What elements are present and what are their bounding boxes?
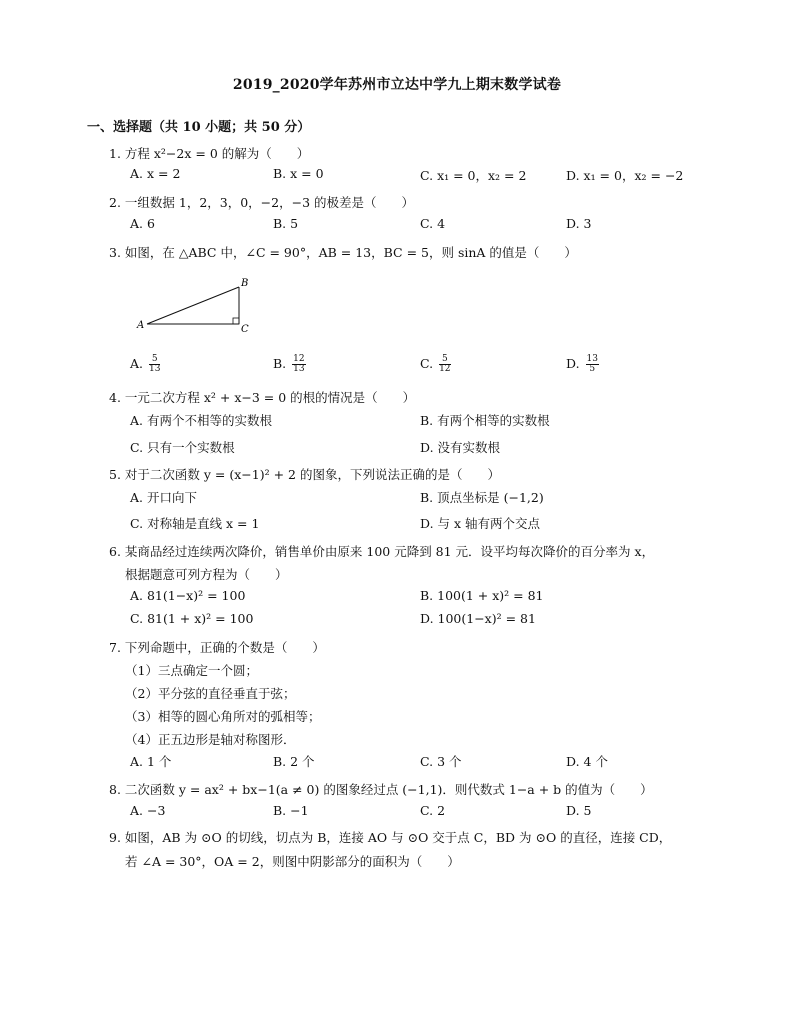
denominator: 12 bbox=[439, 364, 451, 374]
question-1-option-c: C. x₁ = 0，x₂ = 2 bbox=[420, 168, 527, 183]
option-c-prefix: C. bbox=[420, 356, 434, 371]
question-2-option-c: C. 4 bbox=[420, 216, 446, 231]
numerator: 5 bbox=[439, 355, 450, 365]
question-6-stem: 6. 某商品经过连续两次降价，销售单价由原来 100 元降到 81 元．设平均每次降价的百分率为 x， bbox=[109, 544, 655, 559]
question-7-option-d: D. 4 个 bbox=[566, 754, 608, 769]
question-4-option-a: A. 有两个不相等的实数根 bbox=[130, 413, 272, 428]
question-8-option-b: B. −1 bbox=[273, 803, 309, 818]
question-4-option-b: B. 有两个相等的实数根 bbox=[420, 413, 550, 428]
question-6-option-a: A. 81(1−x)² = 100 bbox=[130, 588, 246, 603]
question-5-stem: 5. 对于二次函数 y = (x−1)² + 2 的图象，下列说法正确的是（ ） bbox=[109, 467, 500, 482]
question-2-stem: 2. 一组数据 1，2，3，0，−2，−3 的极差是（ ） bbox=[109, 195, 415, 210]
numerator: 5 bbox=[149, 355, 160, 365]
question-8-option-a: A. −3 bbox=[130, 803, 166, 818]
exam-title: 2019_2020学年苏州市立达中学九上期末数学试卷 bbox=[232, 77, 562, 93]
denominator: 13 bbox=[149, 364, 161, 374]
section-heading: 一、选择题（共 10 小题；共 50 分） bbox=[87, 120, 311, 135]
question-8-stem: 8. 二次函数 y = ax² + bx−1(a ≠ 0) 的图象经过点 (−1,1)．则代数式 1−a + b 的值为（ ） bbox=[109, 782, 653, 797]
denominator: 5 bbox=[589, 364, 596, 374]
option-b-prefix: B. bbox=[273, 356, 287, 371]
question-6-stem-continued: 根据题意可列方程为（ ） bbox=[125, 567, 288, 582]
question-6-option-b: B. 100(1 + x)² = 81 bbox=[420, 588, 544, 603]
option-a-prefix: A. bbox=[130, 356, 144, 371]
question-7-option-c: C. 3 个 bbox=[420, 754, 462, 769]
question-6-option-d: D. 100(1−x)² = 81 bbox=[420, 611, 536, 626]
vertex-b-label: B bbox=[241, 278, 249, 289]
vertex-c-label: C bbox=[241, 324, 249, 335]
question-2-option-b: B. 5 bbox=[273, 216, 299, 231]
question-5-option-c: C. 对称轴是直线 x = 1 bbox=[130, 516, 260, 531]
question-7-option-a: A. 1 个 bbox=[130, 754, 172, 769]
question-6-option-c: C. 81(1 + x)² = 100 bbox=[130, 611, 254, 626]
numerator: 13 bbox=[586, 354, 598, 364]
question-5-option-b: B. 顶点坐标是 (−1,2) bbox=[420, 490, 544, 505]
question-3-stem: 3. 如图，在 △ABC 中，∠C = 90°，AB = 13，BC = 5，则 sinA 的值是（ ） bbox=[109, 245, 577, 260]
question-1-option-a: A. x = 2 bbox=[130, 166, 181, 181]
question-9-stem-continued: 若 ∠A = 30°，OA = 2，则图中阴影部分的面积为（ ） bbox=[125, 854, 460, 869]
question-8-option-d: D. 5 bbox=[566, 803, 592, 818]
triangle-figure bbox=[135, 277, 255, 339]
question-2-option-d: D. 3 bbox=[566, 216, 592, 231]
question-1-stem: 1. 方程 x²−2x = 0 的解为（ ） bbox=[109, 146, 310, 161]
question-5-option-d: D. 与 x 轴有两个交点 bbox=[420, 516, 541, 531]
question-7-statement-3: （3）相等的圆心角所对的弧相等； bbox=[125, 709, 321, 724]
question-7-option-b: B. 2 个 bbox=[273, 754, 315, 769]
question-4-option-d: D. 没有实数根 bbox=[420, 440, 501, 455]
question-9-stem: 9. 如图，AB 为 ⊙O 的切线，切点为 B，连接 AO 与 ⊙O 交于点 C，BD 为 ⊙O 的直径，连接 CD， bbox=[109, 830, 672, 845]
fraction bbox=[439, 355, 450, 374]
fraction bbox=[149, 355, 160, 374]
vertex-a-label: A bbox=[137, 320, 145, 331]
fraction bbox=[292, 355, 305, 374]
question-7-statement-4: （4）正五边形是轴对称图形． bbox=[125, 732, 296, 747]
question-4-option-c: C. 只有一个实数根 bbox=[130, 440, 235, 455]
numerator: 12 bbox=[293, 354, 305, 364]
question-7-stem: 7. 下列命题中，正确的个数是（ ） bbox=[109, 640, 325, 655]
question-3-option-d bbox=[566, 355, 599, 374]
question-8-option-c: C. 2 bbox=[420, 803, 446, 818]
question-2-option-a: A. 6 bbox=[130, 216, 155, 231]
question-1-option-d: D. x₁ = 0，x₂ = −2 bbox=[566, 168, 684, 183]
fraction bbox=[586, 355, 599, 374]
option-d-prefix: D. bbox=[566, 356, 580, 371]
denominator: 13 bbox=[293, 364, 305, 374]
question-5-option-a: A. 开口向下 bbox=[130, 490, 197, 505]
question-1-option-b: B. x = 0 bbox=[273, 166, 324, 181]
question-3-option-c bbox=[420, 355, 451, 374]
question-7-statement-1: （1）三点确定一个圆； bbox=[125, 663, 258, 678]
question-3-option-a bbox=[130, 355, 160, 374]
question-7-statement-2: （2）平分弦的直径垂直于弦； bbox=[125, 686, 296, 701]
question-4-stem: 4. 一元二次方程 x² + x−3 = 0 的根的情况是（ ） bbox=[109, 390, 416, 405]
question-3-option-b bbox=[273, 355, 306, 374]
